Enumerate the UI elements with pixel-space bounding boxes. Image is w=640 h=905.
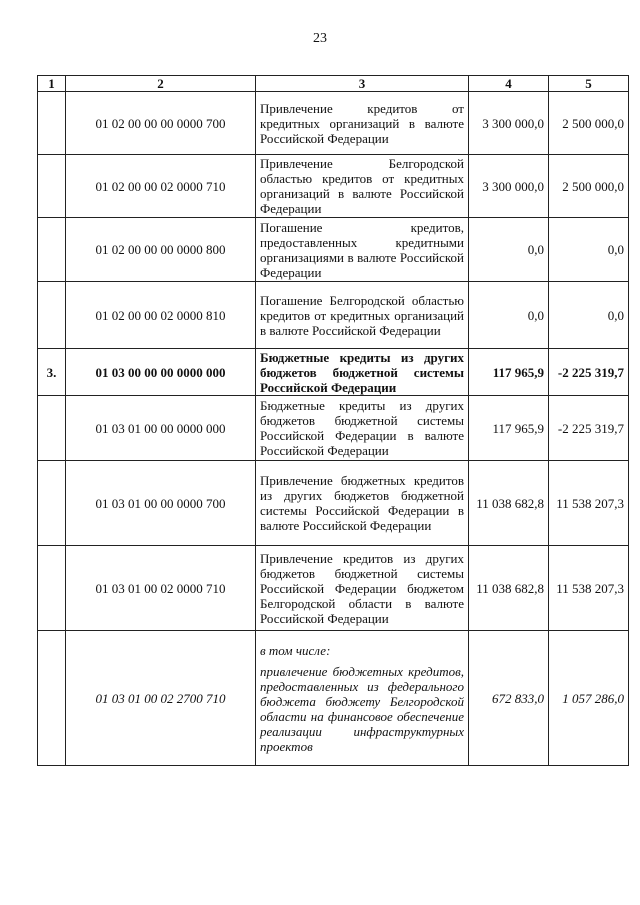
source-name: Погашение кредитов, предоставленных кредитными организациями в валюте Российской Федерации [256,218,469,282]
amount-col5: 11 538 207,3 [549,461,629,546]
amount-col4: 672 833,0 [469,631,549,766]
source-name-cell [256,631,469,766]
source-name: Погашение Белгородской областью кредитов от кредитных организаций в валюте Российской Федерации [256,282,469,349]
amount-col5: -2 225 319,7 [549,396,629,461]
table-row [38,155,629,218]
including-label: в том числе: [260,642,331,658]
source-name: Бюджетные кредиты из других бюджетов бюджетной системы Российской Федерации [256,349,469,396]
amount-col5: 1 057 286,0 [549,631,629,766]
budget-code: 01 02 00 00 00 0000 800 [66,218,256,282]
page-number: 23 [313,31,327,46]
table-row-detail [38,631,629,766]
amount-col4: 3 300 000,0 [469,155,549,218]
budget-code: 01 02 00 00 02 0000 810 [66,282,256,349]
budget-code: 01 03 01 00 00 0000 000 [66,396,256,461]
table-row-section [38,349,629,396]
amount-col4: 117 965,9 [469,396,549,461]
table-row [38,546,629,631]
row-number [38,282,66,349]
row-number [38,631,66,766]
budget-code: 01 02 00 00 02 0000 710 [66,155,256,218]
source-name: Бюджетные кредиты из других бюджетов бюджетной системы Российской Федерации в валюте Российской Федерации [256,396,469,461]
row-number [38,92,66,155]
amount-col5: 11 538 207,3 [549,546,629,631]
table-row [38,396,629,461]
column-header-4: 4 [469,76,549,92]
amount-col5: 0,0 [549,282,629,349]
budget-sources-table [37,75,629,766]
table-row [38,461,629,546]
table-header-row [38,76,629,92]
column-header-5: 5 [549,76,629,92]
column-header-1: 1 [38,76,66,92]
row-number [38,546,66,631]
amount-col4: 117 965,9 [469,349,549,396]
row-number [38,461,66,546]
source-name: привлечение бюджетных кредитов, предоставленных из федерального бюджета бюджету Белгородской области на финансовое обеспечение реализации инфраструктурных проектов [260,663,464,754]
table-row [38,92,629,155]
source-name: Привлечение Белгородской областью кредитов от кредитных организаций в валюте Российской Федерации [256,155,469,218]
row-number [38,218,66,282]
table-row [38,218,629,282]
table-row [38,282,629,349]
budget-code: 01 03 00 00 00 0000 000 [66,349,256,396]
amount-col4: 3 300 000,0 [469,92,549,155]
budget-code: 01 03 01 00 02 0000 710 [66,546,256,631]
amount-col4: 11 038 682,8 [469,461,549,546]
row-number [38,396,66,461]
amount-col4: 0,0 [469,218,549,282]
column-header-3: 3 [256,76,469,92]
amount-col4: 0,0 [469,282,549,349]
row-number [38,155,66,218]
amount-col5: -2 225 319,7 [549,349,629,396]
row-number: 3. [38,349,66,396]
source-name: Привлечение бюджетных кредитов из других бюджетов бюджетной системы Российской Федерации в валюте Российской Федерации [256,461,469,546]
column-header-2: 2 [66,76,256,92]
source-name: Привлечение кредитов из других бюджетов бюджетной системы Российской Федерации бюджетом Белгородской области в валюте Российской Федерации [256,546,469,631]
amount-col5: 2 500 000,0 [549,155,629,218]
amount-col4: 11 038 682,8 [469,546,549,631]
budget-code: 01 03 01 00 02 2700 710 [66,631,256,766]
amount-col5: 2 500 000,0 [549,92,629,155]
amount-col5: 0,0 [549,218,629,282]
budget-code: 01 02 00 00 00 0000 700 [66,92,256,155]
source-name: Привлечение кредитов от кредитных организаций в валюте Российской Федерации [256,92,469,155]
budget-code: 01 03 01 00 00 0000 700 [66,461,256,546]
